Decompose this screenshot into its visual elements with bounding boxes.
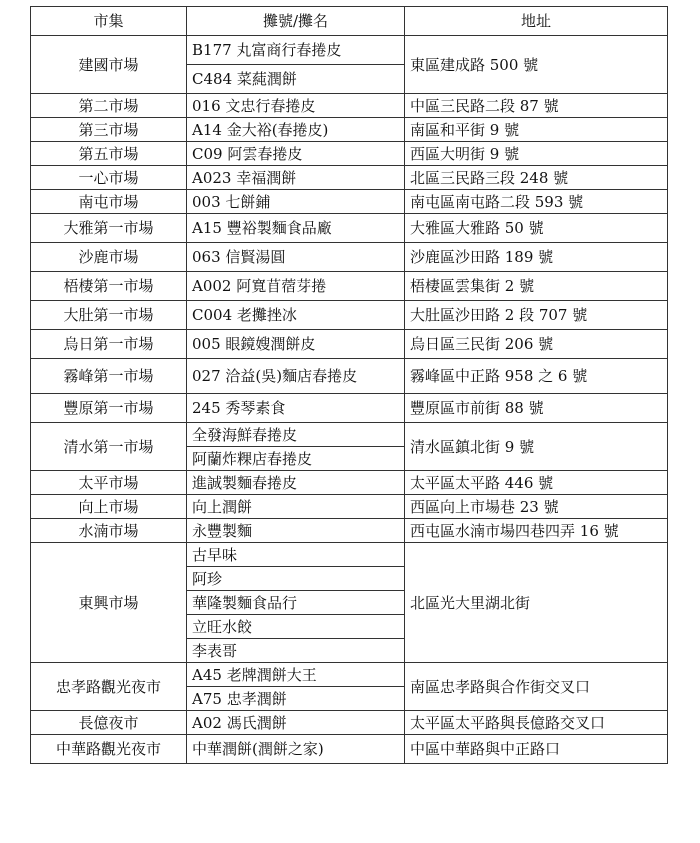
market-cell: 大雅第一市場 bbox=[31, 214, 187, 243]
market-cell: 大肚第一市場 bbox=[31, 301, 187, 330]
table-row bbox=[31, 543, 668, 567]
stall-cell: 005 眼鏡嫂潤餅皮 bbox=[187, 330, 405, 359]
address-cell: 中區中華路與中正路口 bbox=[405, 735, 668, 764]
stall-cell: C004 老攤挫冰 bbox=[187, 301, 405, 330]
address-cell: 中區三民路二段 87 號 bbox=[405, 94, 668, 118]
table-row bbox=[31, 394, 668, 423]
market-cell: 梧棲第一市場 bbox=[31, 272, 187, 301]
stall-cell: 李表哥 bbox=[187, 639, 405, 663]
table-row bbox=[31, 272, 668, 301]
table-row bbox=[31, 663, 668, 687]
header-stall: 攤號/攤名 bbox=[187, 7, 405, 36]
market-cell: 忠孝路觀光夜市 bbox=[31, 663, 187, 711]
address-cell: 沙鹿區沙田路 189 號 bbox=[405, 243, 668, 272]
stall-cell: 進誠製麵春捲皮 bbox=[187, 471, 405, 495]
market-table bbox=[30, 6, 668, 764]
market-cell: 烏日第一市場 bbox=[31, 330, 187, 359]
address-cell: 西屯區水湳市場四巷四弄 16 號 bbox=[405, 519, 668, 543]
stall-cell: 立旺水餃 bbox=[187, 615, 405, 639]
table-row bbox=[31, 214, 668, 243]
address-cell: 南區忠孝路與合作街交叉口 bbox=[405, 663, 668, 711]
table-row bbox=[31, 142, 668, 166]
header-row bbox=[31, 7, 668, 36]
address-cell: 清水區鎮北街 9 號 bbox=[405, 423, 668, 471]
stall-cell: 016 文忠行春捲皮 bbox=[187, 94, 405, 118]
header-address: 地址 bbox=[405, 7, 668, 36]
table-row bbox=[31, 190, 668, 214]
table-row bbox=[31, 166, 668, 190]
table-row bbox=[31, 118, 668, 142]
stall-cell: A15 豐裕製麵食品廠 bbox=[187, 214, 405, 243]
stall-cell: 027 洽益(吳)麵店春捲皮 bbox=[187, 359, 405, 394]
market-cell: 豐原第一市場 bbox=[31, 394, 187, 423]
address-cell: 南屯區南屯路二段 593 號 bbox=[405, 190, 668, 214]
stall-cell: 245 秀琴素食 bbox=[187, 394, 405, 423]
stall-cell: 阿蘭炸粿店春捲皮 bbox=[187, 447, 405, 471]
address-cell: 西區向上市場巷 23 號 bbox=[405, 495, 668, 519]
stall-cell: 古早味 bbox=[187, 543, 405, 567]
stall-cell: A002 阿寬苜蓿芽捲 bbox=[187, 272, 405, 301]
table-row bbox=[31, 735, 668, 764]
address-cell: 東區建成路 500 號 bbox=[405, 36, 668, 94]
table-row bbox=[31, 359, 668, 394]
market-cell: 霧峰第一市場 bbox=[31, 359, 187, 394]
stall-cell: 003 七餅鋪 bbox=[187, 190, 405, 214]
address-cell: 霧峰區中正路 958 之 6 號 bbox=[405, 359, 668, 394]
stall-cell: A14 金大裕(春捲皮) bbox=[187, 118, 405, 142]
address-cell: 大肚區沙田路 2 段 707 號 bbox=[405, 301, 668, 330]
address-cell: 西區大明街 9 號 bbox=[405, 142, 668, 166]
address-cell: 豐原區市前街 88 號 bbox=[405, 394, 668, 423]
address-cell: 大雅區大雅路 50 號 bbox=[405, 214, 668, 243]
header-market: 市集 bbox=[31, 7, 187, 36]
market-cell: 沙鹿市場 bbox=[31, 243, 187, 272]
table-row bbox=[31, 471, 668, 495]
stall-cell: 全發海鮮春捲皮 bbox=[187, 423, 405, 447]
stall-cell: C09 阿雲春捲皮 bbox=[187, 142, 405, 166]
stall-cell: A45 老牌潤餅大王 bbox=[187, 663, 405, 687]
stall-cell: B177 丸富商行春捲皮 bbox=[187, 36, 405, 65]
table-row bbox=[31, 711, 668, 735]
table-row bbox=[31, 301, 668, 330]
address-cell: 太平區太平路與長億路交叉口 bbox=[405, 711, 668, 735]
table-row bbox=[31, 495, 668, 519]
stall-cell: 永豐製麵 bbox=[187, 519, 405, 543]
address-cell: 南區和平街 9 號 bbox=[405, 118, 668, 142]
table-row bbox=[31, 330, 668, 359]
market-cell: 水湳市場 bbox=[31, 519, 187, 543]
address-cell: 梧棲區雲集街 2 號 bbox=[405, 272, 668, 301]
table-row bbox=[31, 243, 668, 272]
market-cell: 一心市場 bbox=[31, 166, 187, 190]
stall-cell: A75 忠孝潤餅 bbox=[187, 687, 405, 711]
market-cell: 建國市場 bbox=[31, 36, 187, 94]
market-cell: 太平市場 bbox=[31, 471, 187, 495]
market-cell: 南屯市場 bbox=[31, 190, 187, 214]
stall-cell: 向上潤餅 bbox=[187, 495, 405, 519]
table-row bbox=[31, 36, 668, 65]
stall-cell: 華隆製麵食品行 bbox=[187, 591, 405, 615]
table-row bbox=[31, 94, 668, 118]
stall-cell: A02 馮氏潤餅 bbox=[187, 711, 405, 735]
address-cell: 烏日區三民街 206 號 bbox=[405, 330, 668, 359]
address-cell: 北區光大里湖北街 bbox=[405, 543, 668, 663]
stall-cell: C484 菜蒓潤餅 bbox=[187, 65, 405, 94]
stall-cell: A023 幸福潤餅 bbox=[187, 166, 405, 190]
market-cell: 東興市場 bbox=[31, 543, 187, 663]
table-row bbox=[31, 423, 668, 447]
stall-cell: 阿珍 bbox=[187, 567, 405, 591]
stall-cell: 中華潤餅(潤餅之家) bbox=[187, 735, 405, 764]
address-cell: 太平區太平路 446 號 bbox=[405, 471, 668, 495]
address-cell: 北區三民路三段 248 號 bbox=[405, 166, 668, 190]
market-cell: 中華路觀光夜市 bbox=[31, 735, 187, 764]
table-row bbox=[31, 519, 668, 543]
market-cell: 長億夜市 bbox=[31, 711, 187, 735]
market-cell: 清水第一市場 bbox=[31, 423, 187, 471]
stall-cell: 063 信賢湯圓 bbox=[187, 243, 405, 272]
market-cell: 第三市場 bbox=[31, 118, 187, 142]
market-cell: 第二市場 bbox=[31, 94, 187, 118]
market-cell: 向上市場 bbox=[31, 495, 187, 519]
market-cell: 第五市場 bbox=[31, 142, 187, 166]
